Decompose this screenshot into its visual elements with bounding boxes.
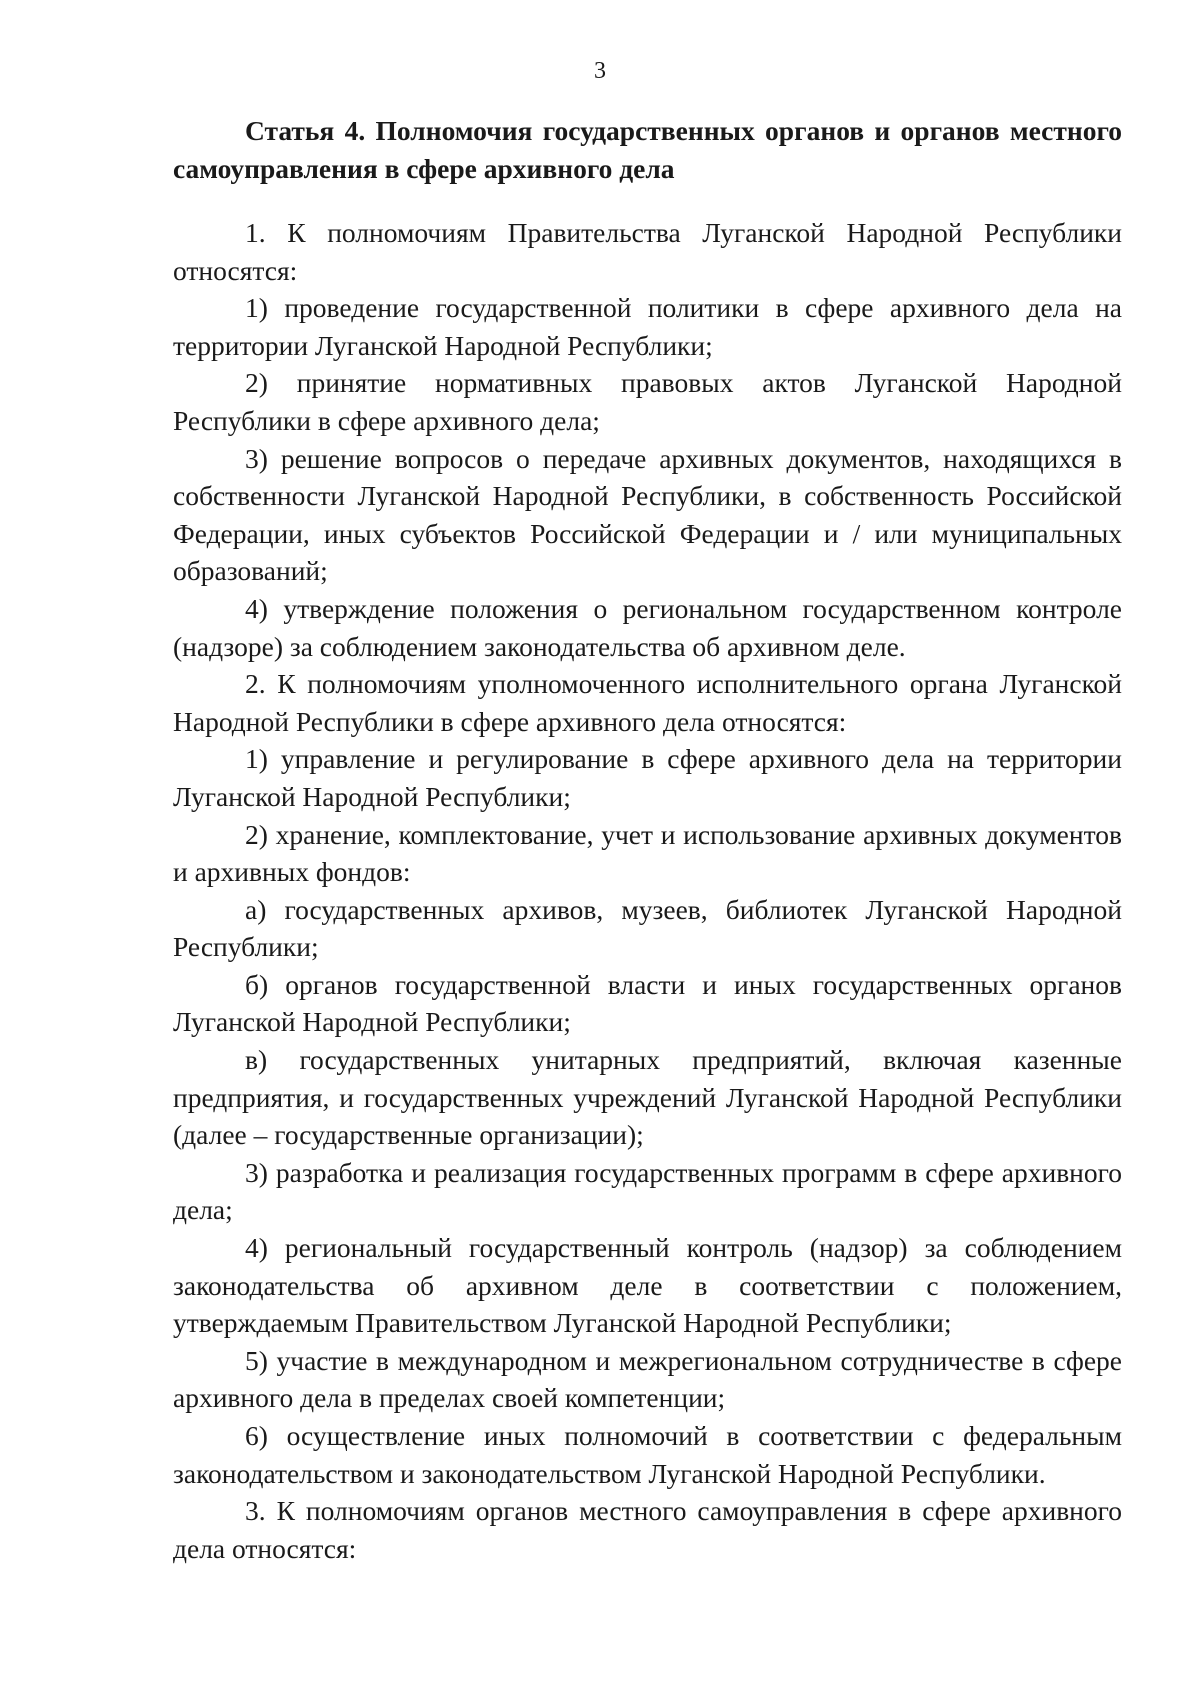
paragraph: в) государственных унитарных предприятий, включая казенные предприятия, и государственных учреждений Луганской Народной Республики (далее – государственные организации); bbox=[173, 1044, 1122, 1151]
paragraph: 2) принятие нормативных правовых актов Луганской Народной Республики в сфере архивного дела; bbox=[173, 367, 1122, 436]
document-body bbox=[173, 112, 1122, 1567]
paragraph: 1) управление и регулирование в сфере архивного дела на территории Луганской Народной Республики; bbox=[173, 743, 1122, 812]
paragraph: 1) проведение государственной политики в сфере архивного дела на территории Луганской Народной Республики; bbox=[173, 292, 1122, 361]
paragraph: 3) решение вопросов о передаче архивных документов, находящихся в собственности Луганской Народной Республики, в собственность Российской Федерации, иных субъектов Российской Федерации и / или муниципальных образований; bbox=[173, 442, 1122, 587]
article-title: Статья 4. Полномочия государственных органов и органов местного самоуправления в сфере архивного дела bbox=[173, 115, 1122, 184]
page-number: 3 bbox=[594, 58, 606, 84]
paragraph: 2. К полномочиям уполномоченного исполнительного органа Луганской Народной Республики в сфере архивного дела относятся: bbox=[173, 668, 1122, 737]
paragraph: 6) осуществление иных полномочий в соответствии с федеральным законодательством и законодательством Луганской Народной Республики. bbox=[173, 1420, 1122, 1489]
paragraph: 3. К полномочиям органов местного самоуправления в сфере архивного дела относятся: bbox=[173, 1495, 1122, 1564]
paragraph: 2) хранение, комплектование, учет и использование архивных документов и архивных фондов: bbox=[173, 818, 1122, 888]
paragraph: 4) региональный государственный контроль (надзор) за соблюдением законодательства об архивном деле в соответствии с положением, утверждаемым Правительством Луганской Народной Республики; bbox=[173, 1232, 1122, 1339]
paragraph: 3) разработка и реализация государственных программ в сфере архивного дела; bbox=[173, 1156, 1122, 1226]
paragraph: 5) участие в международном и межрегиональном сотрудничестве в сфере архивного дела в пределах своей компетенции; bbox=[173, 1344, 1122, 1414]
paragraph: 4) утверждение положения о региональном государственном контроле (надзоре) за соблюдением законодательства об архивном деле. bbox=[173, 592, 1122, 662]
paragraph: б) органов государственной власти и иных государственных органов Луганской Народной Республики; bbox=[173, 968, 1122, 1038]
paragraph: 1. К полномочиям Правительства Луганской Народной Республики относятся: bbox=[173, 217, 1122, 286]
paragraph: а) государственных архивов, музеев, библиотек Луганской Народной Республики; bbox=[173, 893, 1122, 963]
